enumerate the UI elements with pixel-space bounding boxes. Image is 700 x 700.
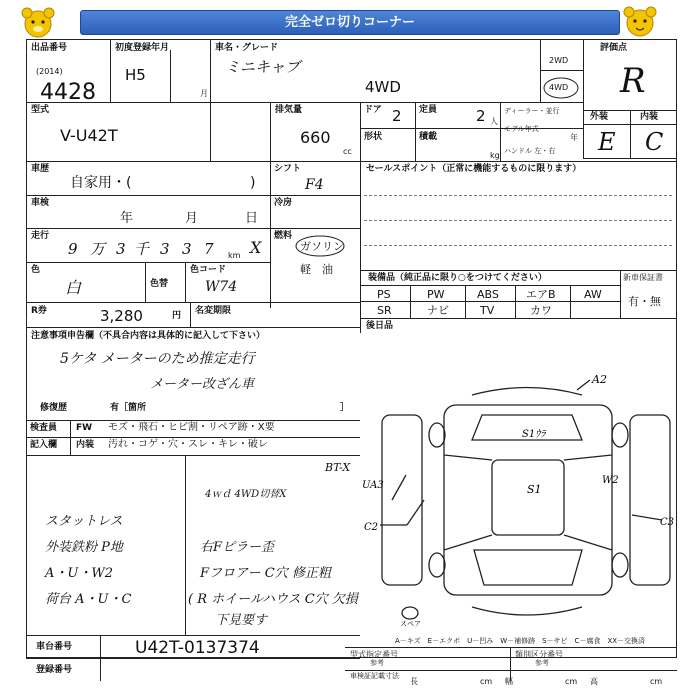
recycle-label: R券 [31, 306, 47, 316]
type-designation-ref: 参考 [370, 659, 384, 667]
equipment-pw: PW [427, 288, 445, 301]
remark-right-1: 右Fピラー歪 [200, 540, 275, 555]
remark-left-3: A・U・W2 [45, 566, 113, 581]
remark-left-2: 外装鉄粉 P地 [45, 540, 123, 555]
shift-label: シフト [274, 164, 302, 174]
exterior-rating: E [598, 128, 616, 156]
model-code: V-U42T [60, 126, 118, 145]
entry-items: 汚れ・コゲ・穴・スレ・キレ・破レ [108, 439, 268, 450]
history-label: 車歴 [31, 164, 50, 174]
drive-option-4wd: 4WD [549, 83, 569, 92]
dimension-length-unit: cm [480, 677, 493, 686]
equipment-ps: PS [377, 288, 391, 301]
entry-label: 記入欄 [30, 440, 58, 450]
displacement-label: 排気量 [275, 105, 303, 115]
first-registration-month-unit: 月 [200, 89, 208, 98]
doors-value: 2 [392, 107, 402, 125]
history-value: 自家用・( [70, 175, 132, 191]
remark-left-4: 荷台 A・U・C [45, 592, 132, 607]
aircon-label: 冷房 [274, 198, 293, 208]
color-change-label: 色替 [150, 279, 169, 289]
class-number-label: 類別区分番号 [515, 650, 563, 659]
inspection-label: 車検 [31, 198, 50, 208]
drive-option-2wd: 2WD [549, 56, 569, 65]
diagram-mark-a2: A2 [592, 375, 607, 386]
mileage-unit: km [228, 251, 241, 260]
mileage-label: 走行 [31, 231, 50, 241]
section-title-banner: 完全ゼロ切りコーナー [80, 10, 620, 35]
registration-label: 登録番号 [36, 665, 73, 675]
fuel-diesel: 軽 油 [300, 263, 333, 276]
remark-4wd: 4ｗｄ 4WD切替X [205, 489, 287, 500]
mileage-unit-man: 万 [90, 240, 106, 258]
color-label: 色 [31, 265, 41, 275]
mileage-digit-1: 9 [68, 240, 78, 258]
equipment-label: 装備品（純正品に限り○をつけてください） [368, 273, 547, 283]
displacement-unit: cc [343, 147, 352, 156]
chassis-number: U42T-0137374 [135, 638, 260, 658]
repair-value: 有［箇所 [110, 403, 147, 413]
diagram-spare-label: スペア [400, 620, 421, 628]
inspection-year-unit: 年 [120, 211, 134, 226]
drive-value: 4WD [365, 78, 401, 96]
remark-right-2: Fフロアー C穴 修正粗 [200, 566, 331, 581]
remark-bt: BT-X [325, 461, 351, 474]
color-value: 白 [65, 278, 82, 297]
warranty-label: 新車保証書 [623, 273, 663, 282]
mileage-mark: X [250, 238, 262, 257]
inspection-day-unit: 日 [245, 211, 259, 226]
color-code-value: W74 [205, 279, 238, 295]
bear-mascot-right-icon [610, 4, 670, 39]
checker-items: モズ・飛石・ヒビ割・リペア跡・X要 [108, 422, 275, 433]
diagram-mark-ua3: UA3 [362, 480, 384, 491]
notes-line-1: 5ケタ メーターのため推定走行 [60, 351, 255, 367]
history-close: ) [250, 175, 256, 191]
model-year-label: モデル年式 [504, 125, 539, 133]
car-name-label: 車名・グレード [215, 43, 279, 53]
later-docs-label: 後日品 [366, 321, 394, 331]
dimension-height-unit: cm [650, 677, 663, 686]
capacity-value: 2 [476, 107, 486, 125]
checker-label: 検査員 [30, 423, 58, 433]
sales-point-label: セールスポイント（正常に機能するものに限ります） [366, 164, 582, 174]
dimensions-label: 車検証記載寸法 [350, 672, 399, 680]
fuel-gasoline: ガソリン [300, 240, 344, 253]
checker-fw: FW [76, 423, 93, 433]
type-designation-label: 型式指定番号 [350, 650, 398, 659]
shape-label: 形状 [364, 132, 383, 142]
diagram-mark-w2: W2 [602, 475, 619, 486]
lot-number-label: 出品番号 [31, 43, 68, 53]
remark-right-4: 下見要す [215, 613, 268, 628]
bear-mascot-left-icon [8, 6, 68, 41]
displacement-value: 660 [300, 128, 331, 147]
lot-number: 4428 [40, 80, 96, 105]
diagram-mark-c2: C2 [364, 522, 379, 533]
equipment-tv: TV [480, 304, 495, 317]
interior-rating: C [645, 128, 664, 156]
lot-year: (2014) [36, 67, 63, 76]
first-registration-era: H5 [125, 66, 146, 84]
fuel-circle-mark [292, 234, 352, 258]
mileage-digit-2: 3 [116, 240, 126, 258]
color-code-label: 色コード [190, 265, 227, 275]
remark-left-1: スタットレス [45, 514, 123, 529]
car-name-value: ミニキャブ [225, 58, 301, 76]
equipment-sr: SR [377, 304, 392, 317]
damage-legend: A－キズ E－エクボ U－凹み W－補修跡 S－サビ C－腐食 XX－交換済 [395, 637, 646, 645]
capacity-label: 定員 [419, 105, 438, 115]
remark-right-3: ( R ホイールハウス C穴 欠損 [188, 592, 358, 607]
overall-rating: R [620, 61, 646, 101]
class-number-ref: 参考 [535, 659, 549, 667]
doors-label: ドア [364, 105, 382, 115]
handle-label: ハンドル 左・右 [504, 147, 556, 155]
interior-rating-label: 内装 [640, 112, 659, 122]
shift-value: F4 [305, 177, 324, 193]
dimension-length-label: 長 [410, 677, 418, 686]
warranty-value: 有・無 [628, 295, 661, 308]
load-unit: kg [490, 151, 500, 160]
entry-interior: 内装 [76, 440, 95, 450]
drive-circle-mark [541, 76, 581, 100]
equipment-aw: AW [584, 288, 602, 301]
vehicle-damage-diagram [362, 375, 674, 635]
fuel-label: 燃料 [274, 231, 293, 241]
diagram-mark-c3: C3 [660, 517, 674, 528]
notes-label: 注意事項申告欄（不具合内容は具体的に記入して下さい） [31, 331, 266, 341]
dimension-width-unit: cm [565, 677, 578, 686]
notes-line-2: メーター改ざん車 [150, 377, 255, 392]
mileage-digit-4: 3 [182, 240, 192, 258]
load-label: 積載 [419, 132, 438, 142]
equipment-airbag: エアB [526, 288, 556, 301]
diagram-mark-s1-top: S1ｳﾗ [522, 429, 546, 440]
dealer-label: ディーラー・並行 [504, 107, 560, 115]
mileage-unit-sen: 千 [134, 240, 150, 258]
equipment-leather: カワ [530, 304, 552, 317]
mileage-digit-3: 3 [160, 240, 170, 258]
recycle-unit: 円 [172, 311, 182, 321]
mileage-digit-5: 7 [204, 240, 214, 258]
dimension-height-label: 高 [590, 677, 598, 686]
inspection-month-unit: 月 [185, 211, 199, 226]
recycle-value: 3,280 [100, 307, 143, 325]
repair-close: ］ [340, 403, 350, 413]
equipment-navi: ナビ [427, 304, 449, 317]
equipment-abs: ABS [477, 288, 499, 301]
capacity-unit: 人 [490, 117, 498, 126]
chassis-label: 車台番号 [36, 642, 73, 652]
dimension-width-label: 幅 [505, 677, 513, 686]
model-code-label: 型式 [31, 105, 50, 115]
model-year-unit: 年 [570, 133, 578, 142]
first-registration-label: 初度登録年月 [115, 43, 170, 53]
repair-label: 修復歴 [40, 403, 68, 413]
exterior-rating-label: 外装 [590, 112, 609, 122]
diagram-mark-s1: S1 [527, 483, 542, 496]
name-change-label: 名変期限 [195, 306, 232, 316]
rating-label: 評価点 [600, 43, 628, 53]
